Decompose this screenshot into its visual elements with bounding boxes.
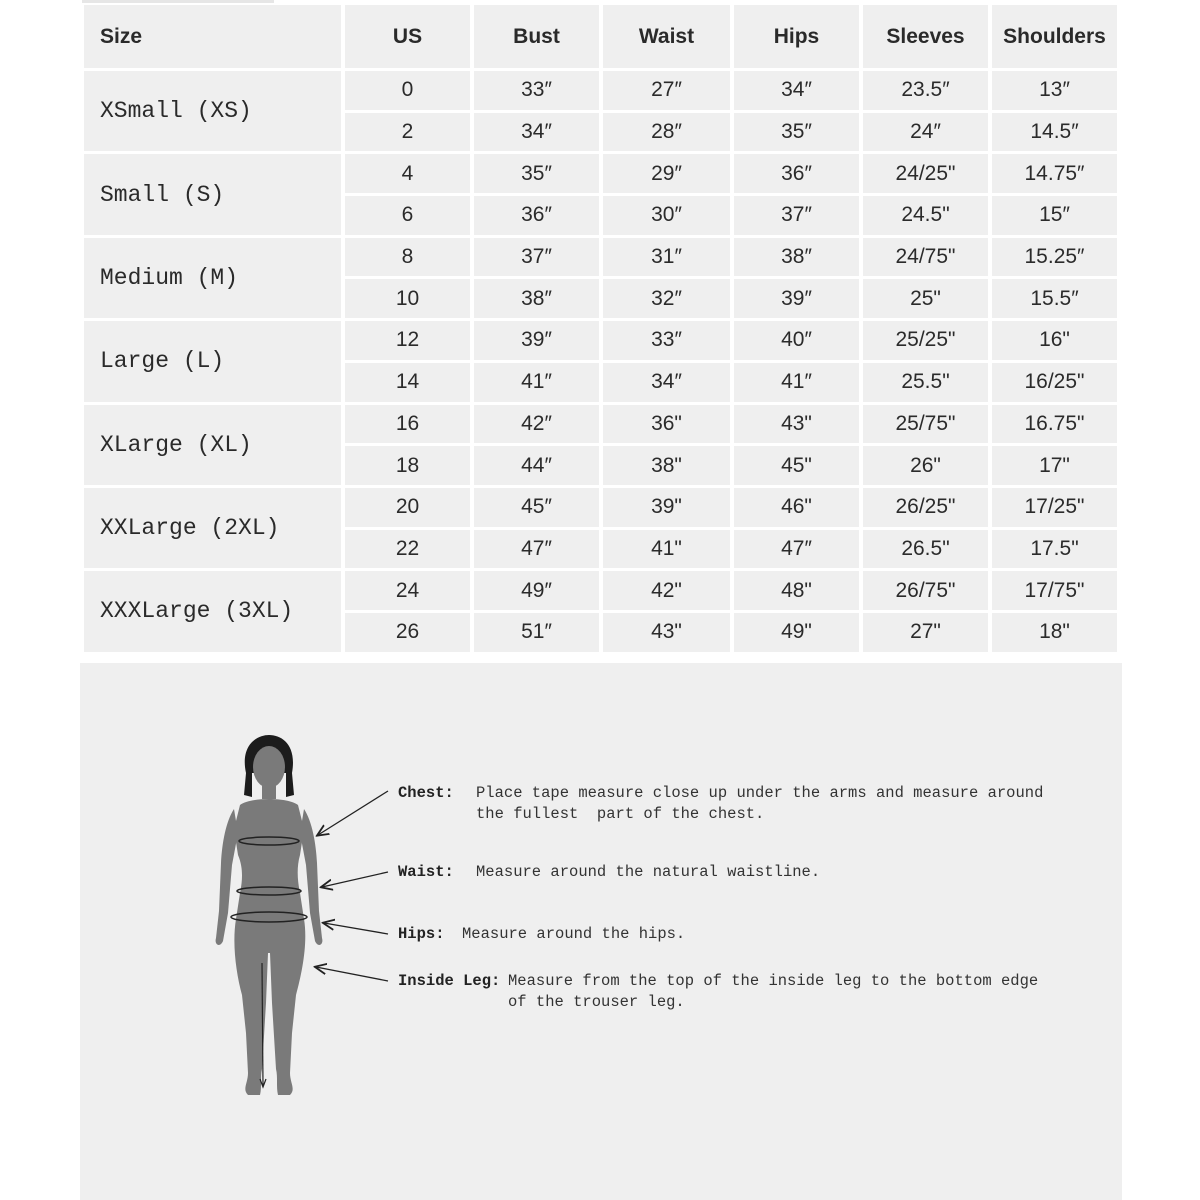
hips-cell: 34″ [734, 71, 859, 110]
waist-cell: 38" [603, 446, 730, 485]
waist-cell: 28″ [603, 113, 730, 152]
us-cell: 24 [345, 571, 470, 610]
shoulders-cell: 15″ [992, 196, 1117, 235]
waist-cell: 30″ [603, 196, 730, 235]
bust-cell: 49″ [474, 571, 599, 610]
hips-cell: 48" [734, 571, 859, 610]
header-shoulders: Shoulders [992, 5, 1117, 68]
us-cell: 10 [345, 279, 470, 318]
hips-cell: 47″ [734, 530, 859, 569]
us-cell: 4 [345, 154, 470, 193]
size-name-cell: Small (S) [84, 154, 341, 234]
hips-label: Hips: [398, 925, 445, 943]
us-cell: 26 [345, 613, 470, 652]
header-us: US [345, 5, 470, 68]
bust-cell: 45″ [474, 488, 599, 527]
waist-cell: 39" [603, 488, 730, 527]
us-cell: 16 [345, 405, 470, 444]
shoulders-cell: 17.5" [992, 530, 1117, 569]
size-name-cell: Medium (M) [84, 238, 341, 318]
hips-cell: 38″ [734, 238, 859, 277]
waist-cell: 42" [603, 571, 730, 610]
us-cell: 2 [345, 113, 470, 152]
size-name-cell: XLarge (XL) [84, 405, 341, 485]
shoulders-cell: 14.5″ [992, 113, 1117, 152]
bust-cell: 34″ [474, 113, 599, 152]
hips-cell: 45" [734, 446, 859, 485]
sleeves-cell: 26" [863, 446, 988, 485]
header-sleeves: Sleeves [863, 5, 988, 68]
shoulders-cell: 17" [992, 446, 1117, 485]
size-name-cell: XXXLarge (3XL) [84, 571, 341, 651]
sleeves-cell: 23.5″ [863, 71, 988, 110]
hips-cell: 46" [734, 488, 859, 527]
hips-cell: 39″ [734, 279, 859, 318]
measurement-guide [80, 663, 1122, 1200]
table-row [84, 238, 1117, 277]
shoulders-cell: 15.5″ [992, 279, 1117, 318]
shoulders-cell: 15.25″ [992, 238, 1117, 277]
waist-label: Waist: [398, 863, 454, 881]
hips-cell: 49" [734, 613, 859, 652]
waist-cell: 41" [603, 530, 730, 569]
us-cell: 12 [345, 321, 470, 360]
hips-cell: 35″ [734, 113, 859, 152]
waist-text: Measure around the natural waistline. [476, 863, 821, 881]
us-cell: 20 [345, 488, 470, 527]
header-row [84, 5, 1117, 68]
sleeves-cell: 24″ [863, 113, 988, 152]
bust-cell: 42″ [474, 405, 599, 444]
sleeves-cell: 25.5" [863, 363, 988, 402]
waist-cell: 43" [603, 613, 730, 652]
table-body [84, 71, 1117, 652]
table-row [84, 488, 1117, 527]
size-name-cell: XSmall (XS) [84, 71, 341, 151]
bust-cell: 44″ [474, 446, 599, 485]
sleeves-cell: 27" [863, 613, 988, 652]
table-row [84, 154, 1117, 193]
us-cell: 0 [345, 71, 470, 110]
bust-cell: 41″ [474, 363, 599, 402]
table-row [84, 321, 1117, 360]
shoulders-cell: 16/25" [992, 363, 1117, 402]
shoulders-cell: 14.75″ [992, 154, 1117, 193]
us-cell: 14 [345, 363, 470, 402]
sleeves-cell: 24/25" [863, 154, 988, 193]
bust-cell: 37″ [474, 238, 599, 277]
us-cell: 22 [345, 530, 470, 569]
bust-cell: 39″ [474, 321, 599, 360]
us-cell: 8 [345, 238, 470, 277]
hips-cell: 36″ [734, 154, 859, 193]
size-name-cell: XXLarge (2XL) [84, 488, 341, 568]
waist-cell: 27″ [603, 71, 730, 110]
size-chart-table [80, 2, 1121, 655]
us-cell: 18 [345, 446, 470, 485]
sleeves-cell: 25/75" [863, 405, 988, 444]
waist-cell: 31″ [603, 238, 730, 277]
hips-cell: 37″ [734, 196, 859, 235]
table-row [84, 71, 1117, 110]
sleeves-cell: 26.5" [863, 530, 988, 569]
shoulders-cell: 18" [992, 613, 1117, 652]
header-bust: Bust [474, 5, 599, 68]
inside-leg-text: Measure from the top of the inside leg to the bottom edge of the trouser leg. [508, 972, 1039, 1011]
bust-cell: 35″ [474, 154, 599, 193]
size-name-cell: Large (L) [84, 321, 341, 401]
header-size: Size [84, 5, 341, 68]
sleeves-cell: 26/75" [863, 571, 988, 610]
sleeves-cell: 26/25" [863, 488, 988, 527]
hips-cell: 43" [734, 405, 859, 444]
sleeves-cell: 24.5" [863, 196, 988, 235]
sleeves-cell: 25" [863, 279, 988, 318]
shoulders-cell: 16.75" [992, 405, 1117, 444]
bust-cell: 36″ [474, 196, 599, 235]
us-cell: 6 [345, 196, 470, 235]
bust-cell: 47″ [474, 530, 599, 569]
bust-cell: 33″ [474, 71, 599, 110]
header-hips: Hips [734, 5, 859, 68]
hips-cell: 40″ [734, 321, 859, 360]
shoulders-cell: 17/25" [992, 488, 1117, 527]
waist-cell: 32″ [603, 279, 730, 318]
waist-cell: 34″ [603, 363, 730, 402]
shoulders-cell: 16" [992, 321, 1117, 360]
table-row [84, 405, 1117, 444]
shoulders-cell: 13″ [992, 71, 1117, 110]
chest-text: Place tape measure close up under the arms and measure around the fullest part of the chest. [476, 784, 1044, 823]
table-row [84, 571, 1117, 610]
waist-cell: 33″ [603, 321, 730, 360]
chest-label: Chest: [398, 784, 454, 802]
bust-cell: 38″ [474, 279, 599, 318]
sleeves-cell: 25/25" [863, 321, 988, 360]
waist-cell: 29″ [603, 154, 730, 193]
inside-leg-label: Inside Leg: [398, 972, 501, 990]
hips-text: Measure around the hips. [462, 925, 686, 943]
sleeves-cell: 24/75" [863, 238, 988, 277]
hips-cell: 41″ [734, 363, 859, 402]
waist-cell: 36" [603, 405, 730, 444]
header-waist: Waist [603, 5, 730, 68]
bust-cell: 51″ [474, 613, 599, 652]
shoulders-cell: 17/75" [992, 571, 1117, 610]
